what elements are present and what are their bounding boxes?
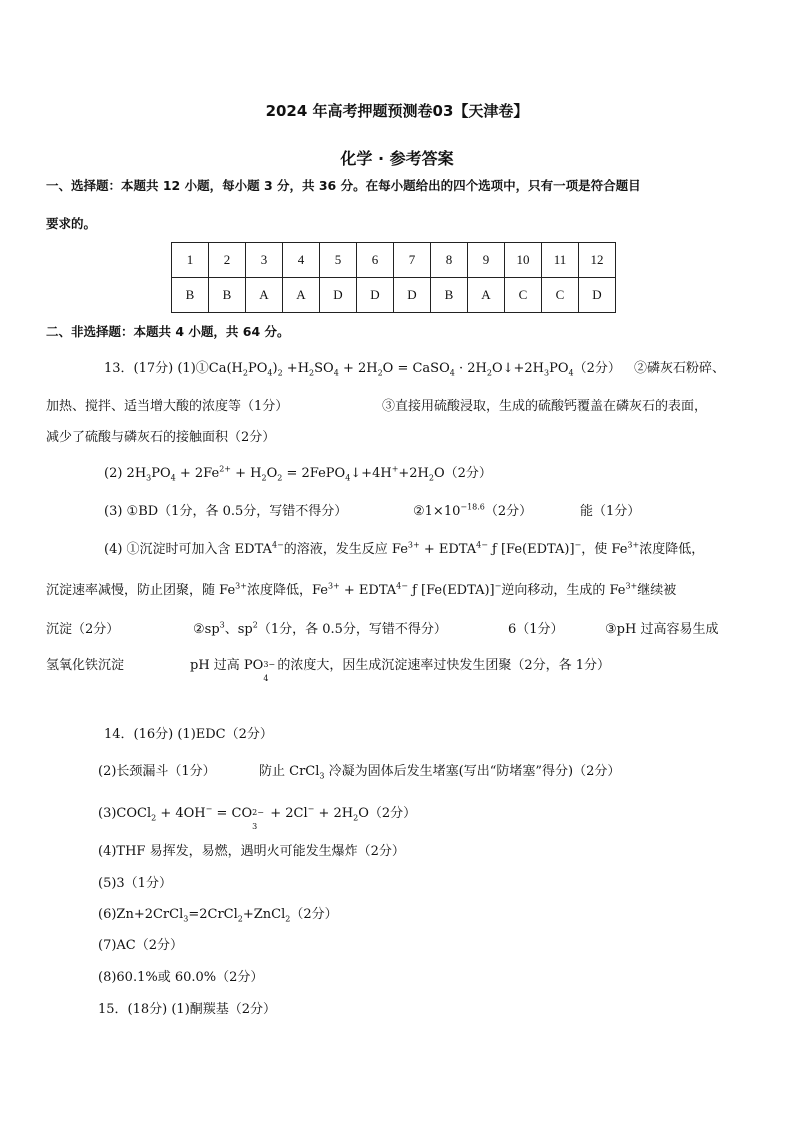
answer-cell: B <box>209 278 246 313</box>
answer-cell: B <box>172 278 209 313</box>
q13-line-8-part3: 6（1分） <box>508 622 564 637</box>
question-number-cell: 6 <box>357 243 394 278</box>
page-title: 2024 年高考押题预测卷03【天津卷】 <box>265 102 529 120</box>
page-subtitle: 化学 · 参考答案 <box>340 149 454 168</box>
answer-table-answer-row <box>172 278 616 313</box>
section1-instructions: 一、选择题：本题共 12 小题，每小题 3 分，共 36 分。在每小题给出的四个选项中，只有一项是符合题目 <box>46 178 641 193</box>
q13-line-9: 氢氧化铁沉淀 <box>46 658 125 673</box>
answer-cell: D <box>320 278 357 313</box>
answer-table-number-row <box>172 243 616 278</box>
q14-line-3: (3)COCl$_2$ + 4OH− = CO 2− 3 + $2Cl^- + 2H_2O(2$分） <box>98 804 417 831</box>
q13-line-5-part3: 能（1分） <box>580 504 641 519</box>
answer-cell: D <box>579 278 616 313</box>
q13-line-4: (2) $2H_3PO_4 + 2Fe^{2+} + H_2O_2$ = $2FePO_4↓+4H^++2H_2O(2$分） <box>104 464 492 483</box>
q14-line-2: (2)长颈漏斗（1分） <box>98 764 216 779</box>
question-number-cell: 9 <box>468 243 505 278</box>
q13-line-3: 减少了硫酸与磷灰石的接触面积（2分） <box>46 430 276 445</box>
q14-line-5: (5)3（1分） <box>98 876 172 891</box>
question-number-cell: 4 <box>283 243 320 278</box>
answer-cell: A <box>468 278 505 313</box>
question-number-cell: 5 <box>320 243 357 278</box>
answer-table <box>171 242 616 313</box>
q14-line-8: (8)60.1%或 60.0%（2分） <box>98 970 264 985</box>
answer-cell: D <box>394 278 431 313</box>
q14-line-6: (6)Zn+2CrCl$_3$=2CrCl$_2$+ZnCl$_2$（2分） <box>98 907 338 924</box>
q13-line-2-part2: ③直接用硫酸浸取，生成的硫酸钙覆盖在磷灰石的表面， <box>382 399 708 414</box>
section1-instructions-cont: 要求的。 <box>46 216 97 231</box>
question-number-cell: 3 <box>246 243 283 278</box>
q14-line-1: 14．(16分) (1)EDC（2分） <box>104 727 273 742</box>
q13-line-1: 13．(17分) $(1)①Ca(H_2PO_4)_2 +H_2SO_4 + 2H_2O$ = CaSO$_4$ · $2H_2O↓+2H_3PO_4(2$分） <box>104 361 621 378</box>
question-number-cell: 8 <box>431 243 468 278</box>
question-number-cell: 7 <box>394 243 431 278</box>
q13-line-5: (3) ①BD（1分，各 0.5分，写错不得分） <box>104 504 348 519</box>
q13-line-5-part2: $②1\times 10^{-18.6}(2$分） <box>413 502 533 519</box>
q13-line-8-part2: $②sp^3$、$sp^2(1$分，各 0.5分，写错不得分） <box>193 620 447 637</box>
question-number-cell: 10 <box>505 243 542 278</box>
answer-cell: B <box>431 278 468 313</box>
question-number-cell: 2 <box>209 243 246 278</box>
answer-cell: D <box>357 278 394 313</box>
q13-line-9-part2: pH 过高 PO 3− 4 的浓度大，因生成沉淀速率过快发生团聚（2分，各 1分） <box>190 658 611 683</box>
question-number-cell: 11 <box>542 243 579 278</box>
q13-line-1-part2: ②磷灰石粉碎、 <box>634 361 726 376</box>
answer-cell: C <box>542 278 579 313</box>
q13-line-7: 沉淀速率减慢，防止团聚，随 $Fe^{3+}$浓度降低，$Fe^{3+}$ + $EDTA^{4-}$ ƒ [Fe(EDTA)]−逆向移动，生成的 $Fe^{3+}$继续被 <box>46 581 677 598</box>
answer-cell: A <box>246 278 283 313</box>
q14-line-7: (7)AC（2分） <box>98 938 184 953</box>
q14-line-2-part2: 防止 CrCl$_3$ 冷凝为固体后发生堵塞(写出“防堵塞”得分)（2分） <box>259 764 621 781</box>
answer-cell: A <box>283 278 320 313</box>
q13-line-6: (4) ①沉淀时可加入含 $EDTA^{4-}$的溶液，发生反应 $Fe^{3+}$ + $EDTA^{4-}$ ƒ [Fe(EDTA)]−，使 $Fe^{3+}$浓度降低， <box>104 540 705 557</box>
section2-heading: 二、非选择题：本题共 4 小题，共 64 分。 <box>46 324 290 339</box>
answer-cell: C <box>505 278 542 313</box>
q13-line-8-part4: ③pH 过高容易生成 <box>605 622 719 637</box>
question-number-cell: 12 <box>579 243 616 278</box>
q13-line-2: 加热、搅拌、适当增大酸的浓度等（1分） <box>46 399 289 414</box>
question-number-cell: 1 <box>172 243 209 278</box>
q13-line-8: 沉淀（2分） <box>46 622 120 637</box>
q14-line-4: (4)THF 易挥发，易燃，遇明火可能发生爆炸（2分） <box>98 844 405 859</box>
q15-line-1: 15．(18分) (1)酮羰基（2分） <box>98 1002 277 1017</box>
